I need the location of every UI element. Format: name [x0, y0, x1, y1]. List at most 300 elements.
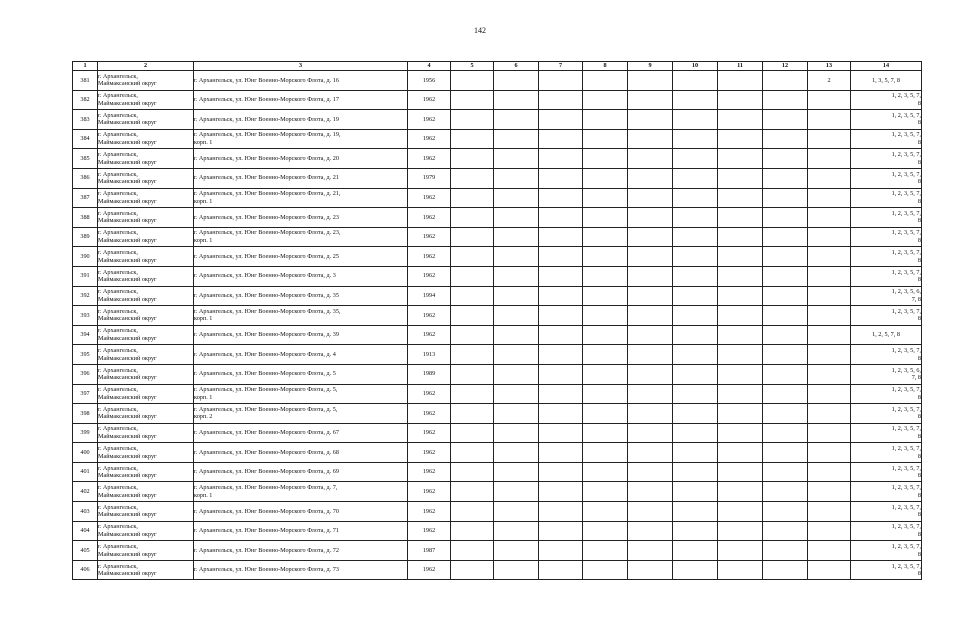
- address-cell-line: корп. 1: [194, 393, 213, 401]
- district-cell: [98, 345, 194, 365]
- address-cell-line: г. Архангельск, ул. Юнг Военно-Морского Флота, д. 3: [194, 272, 336, 280]
- column-14-cell-line: 1, 2, 3, 5, 7,: [891, 151, 921, 159]
- address-cell-line: г. Архангельск, ул. Юнг Военно-Морского Флота, д. 19,: [194, 131, 341, 139]
- column-5-cell: [451, 404, 494, 424]
- column-11-cell: [718, 110, 763, 130]
- column-5-cell: [451, 90, 494, 110]
- address-cell: [194, 129, 408, 149]
- column-5-cell: [451, 71, 494, 91]
- district-cell: [98, 560, 194, 580]
- address-cell: [194, 110, 408, 130]
- column-11-cell: [718, 168, 763, 188]
- column-12-cell: [763, 462, 808, 482]
- row-number: [73, 306, 98, 326]
- address-cell: [194, 208, 408, 228]
- column-10-cell: [673, 521, 718, 541]
- column-8-cell: [583, 443, 628, 463]
- district-cell-line: Маймаксанский округ: [98, 472, 157, 480]
- column-14-cell: [851, 110, 922, 130]
- district-cell-line: г. Архангельск,: [98, 229, 138, 237]
- column-10-cell: [673, 247, 718, 267]
- column-11-cell: [718, 482, 763, 502]
- column-10-cell: [673, 110, 718, 130]
- column-header-5: 5: [451, 62, 494, 71]
- row-number: [73, 384, 98, 404]
- row-number-line: 405: [80, 546, 90, 554]
- district-cell-line: Маймаксанский округ: [98, 511, 157, 519]
- district-cell: [98, 364, 194, 384]
- address-cell-line: г. Архангельск, ул. Юнг Военно-Морского Флота, д. 72: [194, 546, 339, 554]
- district-cell-line: Маймаксанский округ: [98, 178, 157, 186]
- column-10-cell: [673, 404, 718, 424]
- column-12-cell: [763, 502, 808, 522]
- column-8-cell: [583, 462, 628, 482]
- column-8-cell: [583, 286, 628, 306]
- address-cell: [194, 521, 408, 541]
- district-cell-line: г. Архангельск,: [98, 523, 138, 531]
- column-5-cell: [451, 306, 494, 326]
- column-14-cell-line: 8: [917, 197, 921, 205]
- year-cell-line: 1962: [422, 487, 436, 495]
- row-number-line: 382: [80, 96, 90, 104]
- district-cell-line: Маймаксанский округ: [98, 119, 157, 127]
- address-cell-line: корп. 2: [194, 413, 213, 421]
- column-14-cell-line: 8: [917, 315, 921, 323]
- address-cell-line: г. Архангельск, ул. Юнг Военно-Морского Флота, д. 19: [194, 115, 339, 123]
- column-14-cell: [851, 364, 922, 384]
- district-cell-line: г. Архангельск,: [98, 249, 138, 257]
- column-header-1: 1: [73, 62, 98, 71]
- column-5-cell: [451, 443, 494, 463]
- column-6-cell: [494, 521, 539, 541]
- column-12-cell: [763, 521, 808, 541]
- column-9-cell: [628, 404, 673, 424]
- year-cell-line: 1962: [422, 390, 436, 397]
- row-number-line: 385: [80, 154, 90, 162]
- column-14-cell-line: 1, 2, 3, 5, 6,: [891, 366, 921, 374]
- column-11-cell: [718, 560, 763, 580]
- column-14-cell: [851, 462, 922, 482]
- column-13-cell: [808, 502, 851, 522]
- column-8-cell: [583, 502, 628, 522]
- column-7-cell: [539, 560, 583, 580]
- year-cell-line: 1962: [422, 135, 436, 143]
- row-number: [73, 521, 98, 541]
- column-11-cell: [718, 502, 763, 522]
- column-5-cell: [451, 502, 494, 522]
- column-14-cell-line: 8: [917, 354, 921, 362]
- column-12-cell: [763, 227, 808, 247]
- row-number-line: 383: [80, 115, 90, 123]
- district-cell-line: г. Архангельск,: [98, 484, 138, 492]
- district-cell-line: г. Архангельск,: [98, 327, 138, 335]
- table-row: [73, 129, 922, 149]
- column-7-cell: [539, 462, 583, 482]
- column-14-cell-line: 8: [917, 452, 921, 460]
- column-6-cell: [494, 286, 539, 306]
- district-cell: [98, 443, 194, 463]
- column-14-cell-line: 1, 2, 3, 5, 7,: [891, 503, 921, 511]
- column-5-cell: [451, 384, 494, 404]
- column-14-cell-line: 8: [917, 393, 921, 401]
- column-7-cell: [539, 443, 583, 463]
- column-6-cell: [494, 208, 539, 228]
- district-cell: [98, 129, 194, 149]
- address-cell-line: корп. 1: [194, 237, 213, 245]
- table-row: [73, 286, 922, 306]
- column-14-cell: [851, 227, 922, 247]
- column-14-cell-line: 1, 2, 3, 5, 6,: [891, 288, 921, 296]
- year-cell: [408, 227, 451, 247]
- column-12-cell: [763, 110, 808, 130]
- column-13-cell: [808, 208, 851, 228]
- column-14-cell-line: 8: [917, 99, 921, 107]
- table-row: [73, 462, 922, 482]
- column-8-cell: [583, 541, 628, 561]
- column-12-cell: [763, 286, 808, 306]
- column-8-cell: [583, 90, 628, 110]
- column-8-cell: [583, 482, 628, 502]
- address-cell-line: г. Архангельск, ул. Юнг Военно-Морского Флота, д. 67: [194, 429, 339, 437]
- column-10-cell: [673, 306, 718, 326]
- row-number: [73, 404, 98, 424]
- district-cell: [98, 306, 194, 326]
- address-cell-line: г. Архангельск, ул. Юнг Военно-Морского Флота, д. 16: [194, 76, 339, 84]
- column-13-cell: [808, 149, 851, 169]
- address-cell: [194, 188, 408, 208]
- table-row: [73, 266, 922, 286]
- address-cell-line: г. Архангельск, ул. Юнг Военно-Морского Флота, д. 68: [194, 448, 339, 456]
- row-number: [73, 247, 98, 267]
- address-cell: [194, 149, 408, 169]
- column-7-cell: [539, 149, 583, 169]
- year-cell: [408, 482, 451, 502]
- district-cell: [98, 71, 194, 91]
- year-cell: [408, 110, 451, 130]
- district-cell-line: г. Архангельск,: [98, 444, 138, 452]
- district-cell-line: г. Архангельск,: [98, 72, 138, 80]
- column-9-cell: [628, 541, 673, 561]
- column-12-cell: [763, 345, 808, 365]
- row-number: [73, 266, 98, 286]
- column-header-2: 2: [98, 62, 194, 71]
- column-11-cell: [718, 306, 763, 326]
- district-cell: [98, 286, 194, 306]
- column-14-cell-line: 8: [917, 472, 921, 480]
- row-number: [73, 560, 98, 580]
- column-10-cell: [673, 443, 718, 463]
- district-cell-line: Маймаксанский округ: [98, 139, 157, 147]
- year-cell-line: 1962: [422, 213, 436, 221]
- column-14-cell-line: 1, 2, 3, 5, 7,: [891, 268, 921, 276]
- district-cell-line: г. Архангельск,: [98, 366, 138, 374]
- column-9-cell: [628, 90, 673, 110]
- row-number: [73, 325, 98, 345]
- column-14-cell-line: 1, 2, 3, 5, 7,: [891, 464, 921, 472]
- district-cell-line: Маймаксанский округ: [98, 530, 157, 538]
- year-cell-line: 1962: [422, 154, 436, 162]
- column-9-cell: [628, 325, 673, 345]
- address-cell-line: г. Архангельск, ул. Юнг Военно-Морского Флота, д. 35: [194, 292, 339, 300]
- column-14-cell: [851, 482, 922, 502]
- column-14-cell-line: 8: [917, 237, 921, 245]
- district-cell: [98, 482, 194, 502]
- column-6-cell: [494, 110, 539, 130]
- address-cell-line: г. Архангельск, ул. Юнг Военно-Морского Флота, д. 21,: [194, 190, 341, 198]
- row-number: [73, 482, 98, 502]
- column-14-cell: [851, 423, 922, 443]
- address-cell-line: корп. 1: [194, 315, 213, 323]
- column-14-cell-line: 8: [917, 432, 921, 440]
- column-11-cell: [718, 404, 763, 424]
- year-cell-line: 1994: [422, 292, 436, 300]
- address-cell-line: г. Архангельск, ул. Юнг Военно-Морского Флота, д. 70: [194, 507, 339, 515]
- column-10-cell: [673, 560, 718, 580]
- row-number-line: 399: [80, 429, 90, 437]
- year-cell: [408, 266, 451, 286]
- column-13-cell: [808, 168, 851, 188]
- table-row: [73, 227, 922, 247]
- address-cell-line: г. Архангельск, ул. Юнг Военно-Морского Флота, д. 73: [194, 566, 339, 574]
- district-cell: [98, 110, 194, 130]
- column-14-cell-line: 8: [917, 158, 921, 166]
- column-14-cell: [851, 188, 922, 208]
- year-cell-line: 1962: [422, 252, 436, 260]
- column-5-cell: [451, 110, 494, 130]
- column-11-cell: [718, 325, 763, 345]
- address-cell: [194, 90, 408, 110]
- column-14-cell-line: 8: [917, 178, 921, 186]
- column-11-cell: [718, 364, 763, 384]
- column-13-cell: [808, 345, 851, 365]
- column-13-cell: [808, 129, 851, 149]
- column-14-cell-line: 1, 2, 3, 5, 7,: [891, 405, 921, 413]
- column-5-cell: [451, 482, 494, 502]
- column-9-cell: [628, 306, 673, 326]
- column-12-cell: [763, 404, 808, 424]
- column-11-cell: [718, 149, 763, 169]
- year-cell: [408, 404, 451, 424]
- column-9-cell: [628, 266, 673, 286]
- column-5-cell: [451, 423, 494, 443]
- column-10-cell: [673, 149, 718, 169]
- district-cell: [98, 404, 194, 424]
- district-cell-line: г. Архангельск,: [98, 542, 138, 550]
- row-number-line: 391: [80, 272, 90, 280]
- column-6-cell: [494, 423, 539, 443]
- column-header-7: 7: [539, 62, 583, 71]
- row-number-line: 398: [80, 409, 90, 417]
- row-number-line: 393: [80, 311, 90, 319]
- column-14-cell-line: 1, 2, 3, 5, 7,: [891, 523, 921, 531]
- column-11-cell: [718, 227, 763, 247]
- row-number-line: 381: [80, 76, 90, 84]
- column-11-cell: [718, 521, 763, 541]
- column-14-cell-line: 1, 2, 3, 5, 7,: [891, 307, 921, 315]
- housing-register-table: [72, 61, 922, 580]
- district-cell-line: Маймаксанский округ: [98, 217, 157, 225]
- column-8-cell: [583, 71, 628, 91]
- column-12-cell: [763, 247, 808, 267]
- row-number-line: 390: [80, 252, 90, 260]
- row-number: [73, 541, 98, 561]
- year-cell: [408, 149, 451, 169]
- year-cell-line: 1962: [422, 409, 436, 417]
- year-cell-line: 1956: [422, 76, 436, 84]
- row-number-line: 406: [80, 566, 90, 574]
- year-cell: [408, 443, 451, 463]
- district-cell-line: Маймаксанский округ: [98, 197, 157, 205]
- column-11-cell: [718, 129, 763, 149]
- column-8-cell: [583, 423, 628, 443]
- column-14-cell: [851, 541, 922, 561]
- address-cell-line: корп. 1: [194, 197, 213, 205]
- column-7-cell: [539, 306, 583, 326]
- district-cell-line: г. Архангельск,: [98, 503, 138, 511]
- column-6-cell: [494, 247, 539, 267]
- column-9-cell: [628, 443, 673, 463]
- address-cell: [194, 306, 408, 326]
- district-cell-line: г. Архангельск,: [98, 425, 138, 433]
- row-number-line: 402: [80, 487, 90, 495]
- year-cell-line: 1962: [422, 448, 436, 456]
- column-6-cell: [494, 364, 539, 384]
- column-13-cell: [808, 266, 851, 286]
- column-7-cell: [539, 541, 583, 561]
- table-row: [73, 168, 922, 188]
- address-cell: [194, 541, 408, 561]
- district-cell: [98, 384, 194, 404]
- table-row: [73, 423, 922, 443]
- column-11-cell: [718, 541, 763, 561]
- column-14-cell-line: 8: [917, 570, 921, 578]
- column-7-cell: [539, 384, 583, 404]
- column-10-cell: [673, 71, 718, 91]
- column-6-cell: [494, 482, 539, 502]
- column-5-cell: [451, 541, 494, 561]
- column-5-cell: [451, 188, 494, 208]
- column-8-cell: [583, 247, 628, 267]
- table-row: [73, 110, 922, 130]
- district-cell: [98, 521, 194, 541]
- address-cell-line: г. Архангельск, ул. Юнг Военно-Морского Флота, д. 17: [194, 96, 339, 104]
- address-cell-line: корп. 1: [194, 139, 213, 147]
- column-14-cell: [851, 208, 922, 228]
- column-9-cell: [628, 168, 673, 188]
- column-13-cell: [808, 521, 851, 541]
- row-number-line: 386: [80, 174, 90, 182]
- column-10-cell: [673, 129, 718, 149]
- district-cell-line: Маймаксанский округ: [98, 413, 157, 421]
- column-13-cell: [808, 462, 851, 482]
- address-cell: [194, 423, 408, 443]
- address-cell: [194, 384, 408, 404]
- district-cell-line: Маймаксанский округ: [98, 276, 157, 284]
- column-5-cell: [451, 227, 494, 247]
- column-13-cell: [808, 286, 851, 306]
- column-7-cell: [539, 71, 583, 91]
- column-10-cell: [673, 168, 718, 188]
- column-9-cell: [628, 110, 673, 130]
- address-cell-line: г. Архангельск, ул. Юнг Военно-Морского Флота, д. 5: [194, 370, 336, 378]
- year-cell-line: 1962: [422, 331, 436, 339]
- column-10-cell: [673, 266, 718, 286]
- column-11-cell: [718, 423, 763, 443]
- column-header-6: 6: [494, 62, 539, 71]
- district-cell: [98, 188, 194, 208]
- table-row: [73, 502, 922, 522]
- column-14-cell-line: 8: [917, 256, 921, 264]
- table-row: [73, 90, 922, 110]
- column-8-cell: [583, 306, 628, 326]
- address-cell-line: г. Архангельск, ул. Юнг Военно-Морского Флота, д. 25: [194, 252, 339, 260]
- column-14-cell: [851, 560, 922, 580]
- district-cell-line: г. Архангельск,: [98, 405, 138, 413]
- district-cell-line: г. Архангельск,: [98, 386, 138, 394]
- year-cell: [408, 306, 451, 326]
- table-row: [73, 541, 922, 561]
- column-header-12: 12: [763, 62, 808, 71]
- column-9-cell: [628, 345, 673, 365]
- column-9-cell: [628, 71, 673, 91]
- column-13-cell: [808, 384, 851, 404]
- column-13-cell: [808, 404, 851, 424]
- column-14-cell-line: 8: [917, 139, 921, 147]
- column-7-cell: [539, 502, 583, 522]
- district-cell-line: Маймаксанский округ: [98, 393, 157, 401]
- column-6-cell: [494, 325, 539, 345]
- table-row: [73, 364, 922, 384]
- address-cell: [194, 364, 408, 384]
- column-6-cell: [494, 188, 539, 208]
- year-cell: [408, 462, 451, 482]
- year-cell: [408, 364, 451, 384]
- column-9-cell: [628, 423, 673, 443]
- year-cell-line: 1989: [422, 370, 436, 378]
- column-12-cell: [763, 423, 808, 443]
- column-header-4: 4: [408, 62, 451, 71]
- page-number: 142: [474, 26, 486, 35]
- column-header-10: 10: [673, 62, 718, 71]
- column-8-cell: [583, 404, 628, 424]
- column-10-cell: [673, 188, 718, 208]
- column-9-cell: [628, 227, 673, 247]
- column-8-cell: [583, 325, 628, 345]
- column-14-cell: [851, 502, 922, 522]
- column-12-cell: [763, 208, 808, 228]
- column-6-cell: [494, 443, 539, 463]
- row-number-line: 400: [80, 448, 90, 456]
- column-9-cell: [628, 286, 673, 306]
- column-header-11: 11: [718, 62, 763, 71]
- district-cell: [98, 227, 194, 247]
- column-13-cell: [808, 423, 851, 443]
- column-12-cell: [763, 149, 808, 169]
- column-6-cell: [494, 227, 539, 247]
- column-11-cell: [718, 90, 763, 110]
- district-cell-line: г. Архангельск,: [98, 131, 138, 139]
- district-cell: [98, 502, 194, 522]
- column-6-cell: [494, 345, 539, 365]
- column-10-cell: [673, 541, 718, 561]
- column-14-cell-line: 1, 2, 3, 5, 7,: [891, 347, 921, 355]
- column-12-cell: [763, 188, 808, 208]
- column-13-cell: [808, 364, 851, 384]
- column-14-cell-line: 1, 2, 3, 5, 7,: [891, 386, 921, 394]
- column-6-cell: [494, 462, 539, 482]
- column-12-cell: [763, 90, 808, 110]
- column-7-cell: [539, 482, 583, 502]
